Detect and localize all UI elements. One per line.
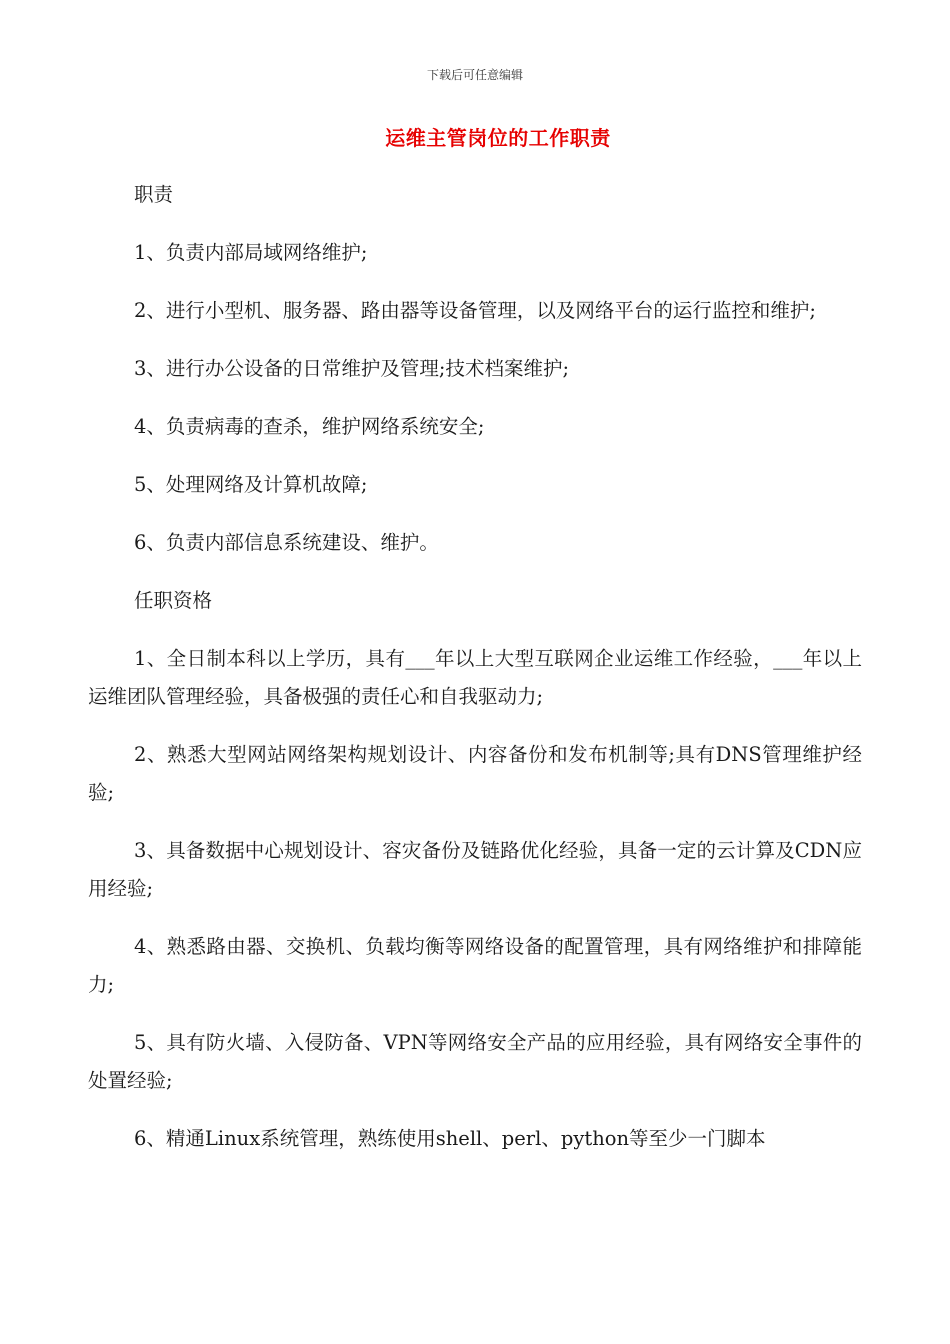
header-note: 下载后可任意编辑 xyxy=(426,68,523,82)
duty-item: 2、进行小型机、服务器、路由器等设备管理，以及网络平台的运行监控和维护; xyxy=(134,299,816,322)
duty-item: 4、负责病毒的查杀，维护网络系统安全; xyxy=(134,415,485,438)
qualification-item: 4、熟悉路由器、交换机、负载均衡等网络设备的配置管理，具有网络维护和排障能力; xyxy=(88,935,862,996)
document-body xyxy=(88,176,862,1178)
duty-item: 5、处理网络及计算机故障; xyxy=(134,473,368,496)
duty-item: 6、负责内部信息系统建设、维护。 xyxy=(134,531,439,554)
qualification-item: 6、精通Linux系统管理，熟练使用shell、perl、python等至少一门脚本 xyxy=(134,1127,766,1150)
section-heading-duties: 职责 xyxy=(134,183,174,206)
section-heading-qualifications: 任职资格 xyxy=(134,589,213,612)
duty-item: 1、负责内部局域网络维护; xyxy=(134,241,368,264)
document-title: 运维主管岗位的工作职责 xyxy=(385,126,611,150)
qualification-item: 3、具备数据中心规划设计、容灾备份及链路优化经验，具备一定的云计算及CDN应用经验; xyxy=(88,839,862,900)
qualification-item: 2、熟悉大型网站网络架构规划设计、内容备份和发布机制等;具有DNS管理维护经验; xyxy=(88,743,862,804)
duty-item: 3、进行办公设备的日常维护及管理;技术档案维护; xyxy=(134,357,570,380)
qualification-item: 1、全日制本科以上学历，具有___年以上大型互联网企业运维工作经验，___年以上运维团队管理经验，具备极强的责任心和自我驱动力; xyxy=(88,647,862,708)
qualification-item: 5、具有防火墙、入侵防备、VPN等网络安全产品的应用经验，具有网络安全事件的处置经验; xyxy=(88,1031,862,1092)
